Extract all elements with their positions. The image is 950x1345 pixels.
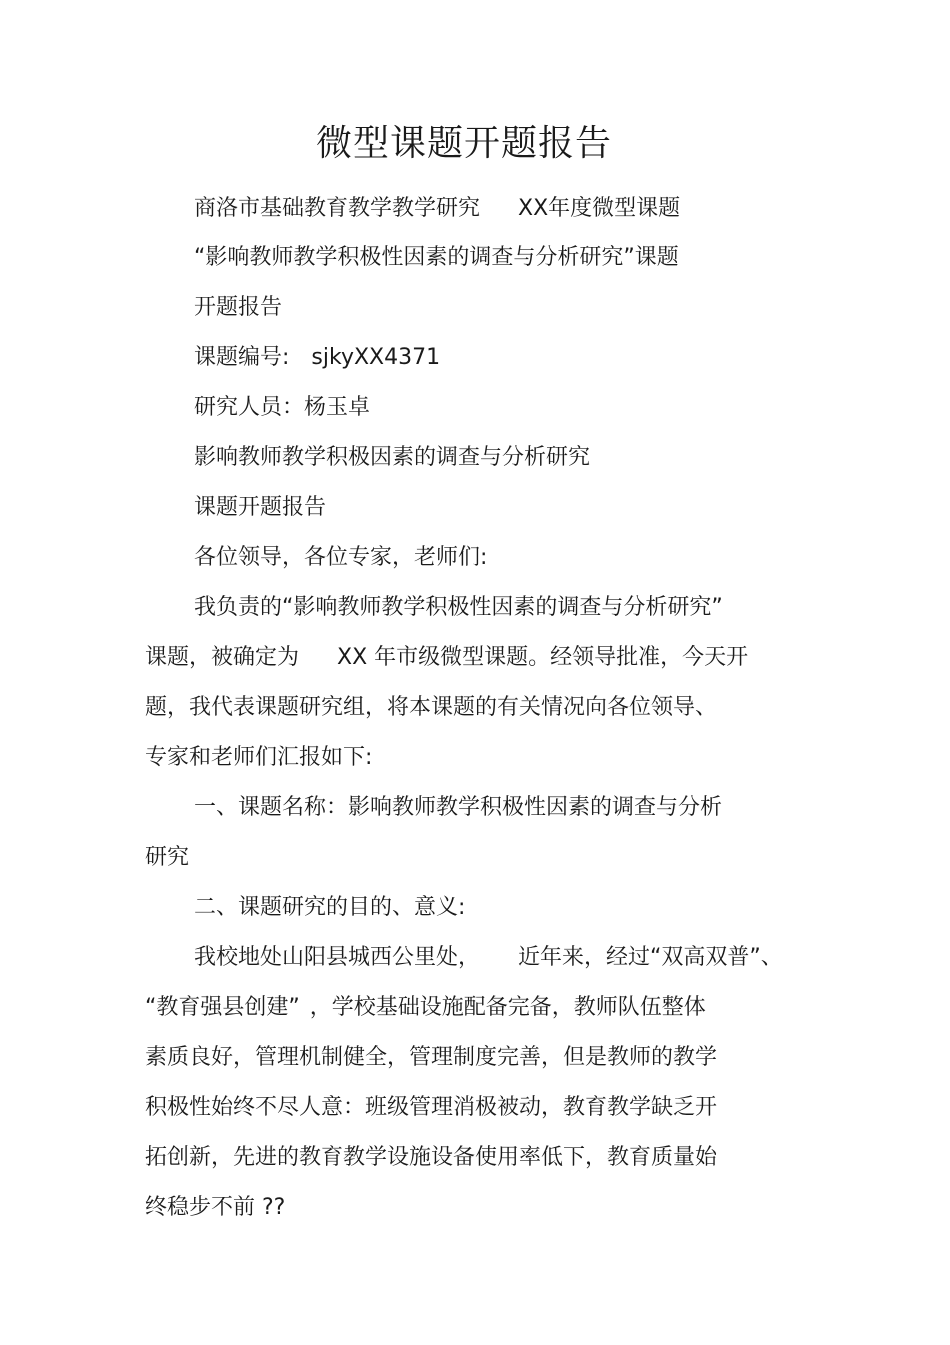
paragraph-2-line-2-part-b: ，学校基础设施配备完备，教师队伍整体 (309, 995, 706, 1020)
topic-line: 影响教师教学积极因素的调查与分析研究 (194, 445, 591, 470)
paragraph-2-line-2-part-a: “教育强县创建” (145, 995, 300, 1020)
paragraph-1-line-1: 我负责的“影响教师教学积极性因素的调查与分析研究” (194, 595, 723, 620)
project-code-line (194, 343, 440, 373)
section-1-line-2: 研究 (145, 845, 190, 870)
paragraph-1-line-3: 题，我代表课题研究组，将本课题的有关情况向各位领导、 (145, 695, 718, 720)
header-line-1 (194, 194, 680, 224)
paragraph-1-line-4: 专家和老师们汇报如下: (145, 745, 373, 770)
greeting-line: 各位领导，各位专家，老师们: (194, 545, 488, 570)
report-line: 课题开题报告 (194, 495, 327, 520)
paragraph-2-line-4: 积极性始终不尽人意：班级管理消极被动，教育教学缺乏开 (145, 1095, 718, 1120)
paragraph-1-line-2 (145, 643, 748, 673)
project-code-value: sjkyXX4371 (311, 345, 441, 370)
header-line-3: 开题报告 (194, 295, 283, 320)
section-1-line-1: 一、课题名称：影响教师教学积极性因素的调查与分析 (194, 795, 723, 820)
paragraph-2-line-3: 素质良好，管理机制健全，管理制度完善，但是教师的教学 (145, 1045, 718, 1070)
document-title: 微型课题开题报告 (315, 123, 612, 164)
paragraph-2-line-2 (145, 993, 706, 1023)
project-code-label: 课题编号: (194, 345, 290, 370)
header-line-1-part-b: XX年度微型课题 (518, 196, 681, 221)
paragraph-2-line-5: 拓创新，先进的教育教学设施设备使用率低下，教育质量始 (145, 1145, 718, 1170)
paragraph-2-line-1-part-a: 我校地处山阳县城西公里处， (194, 945, 481, 970)
header-line-1-part-a: 商洛市基础教育教学教学研究 (194, 196, 481, 221)
header-line-2: “影响教师教学积极性因素的调查与分析研究”课题 (194, 245, 679, 270)
paragraph-2-line-6: 终稳步不前 ?? (145, 1195, 286, 1220)
paragraph-1-line-2-part-b: XX 年市级微型课题。经领导批准，今天开 (337, 645, 749, 670)
section-2-heading: 二、课题研究的目的、意义: (194, 895, 466, 920)
paragraph-2-line-1-part-b: 近年来，经过“双高双普”、 (518, 945, 783, 970)
paragraph-2-line-1 (194, 943, 783, 973)
paragraph-1-line-2-part-a: 课题，被确定为 (145, 645, 300, 670)
researcher-line: 研究人员：杨玉卓 (194, 395, 371, 420)
